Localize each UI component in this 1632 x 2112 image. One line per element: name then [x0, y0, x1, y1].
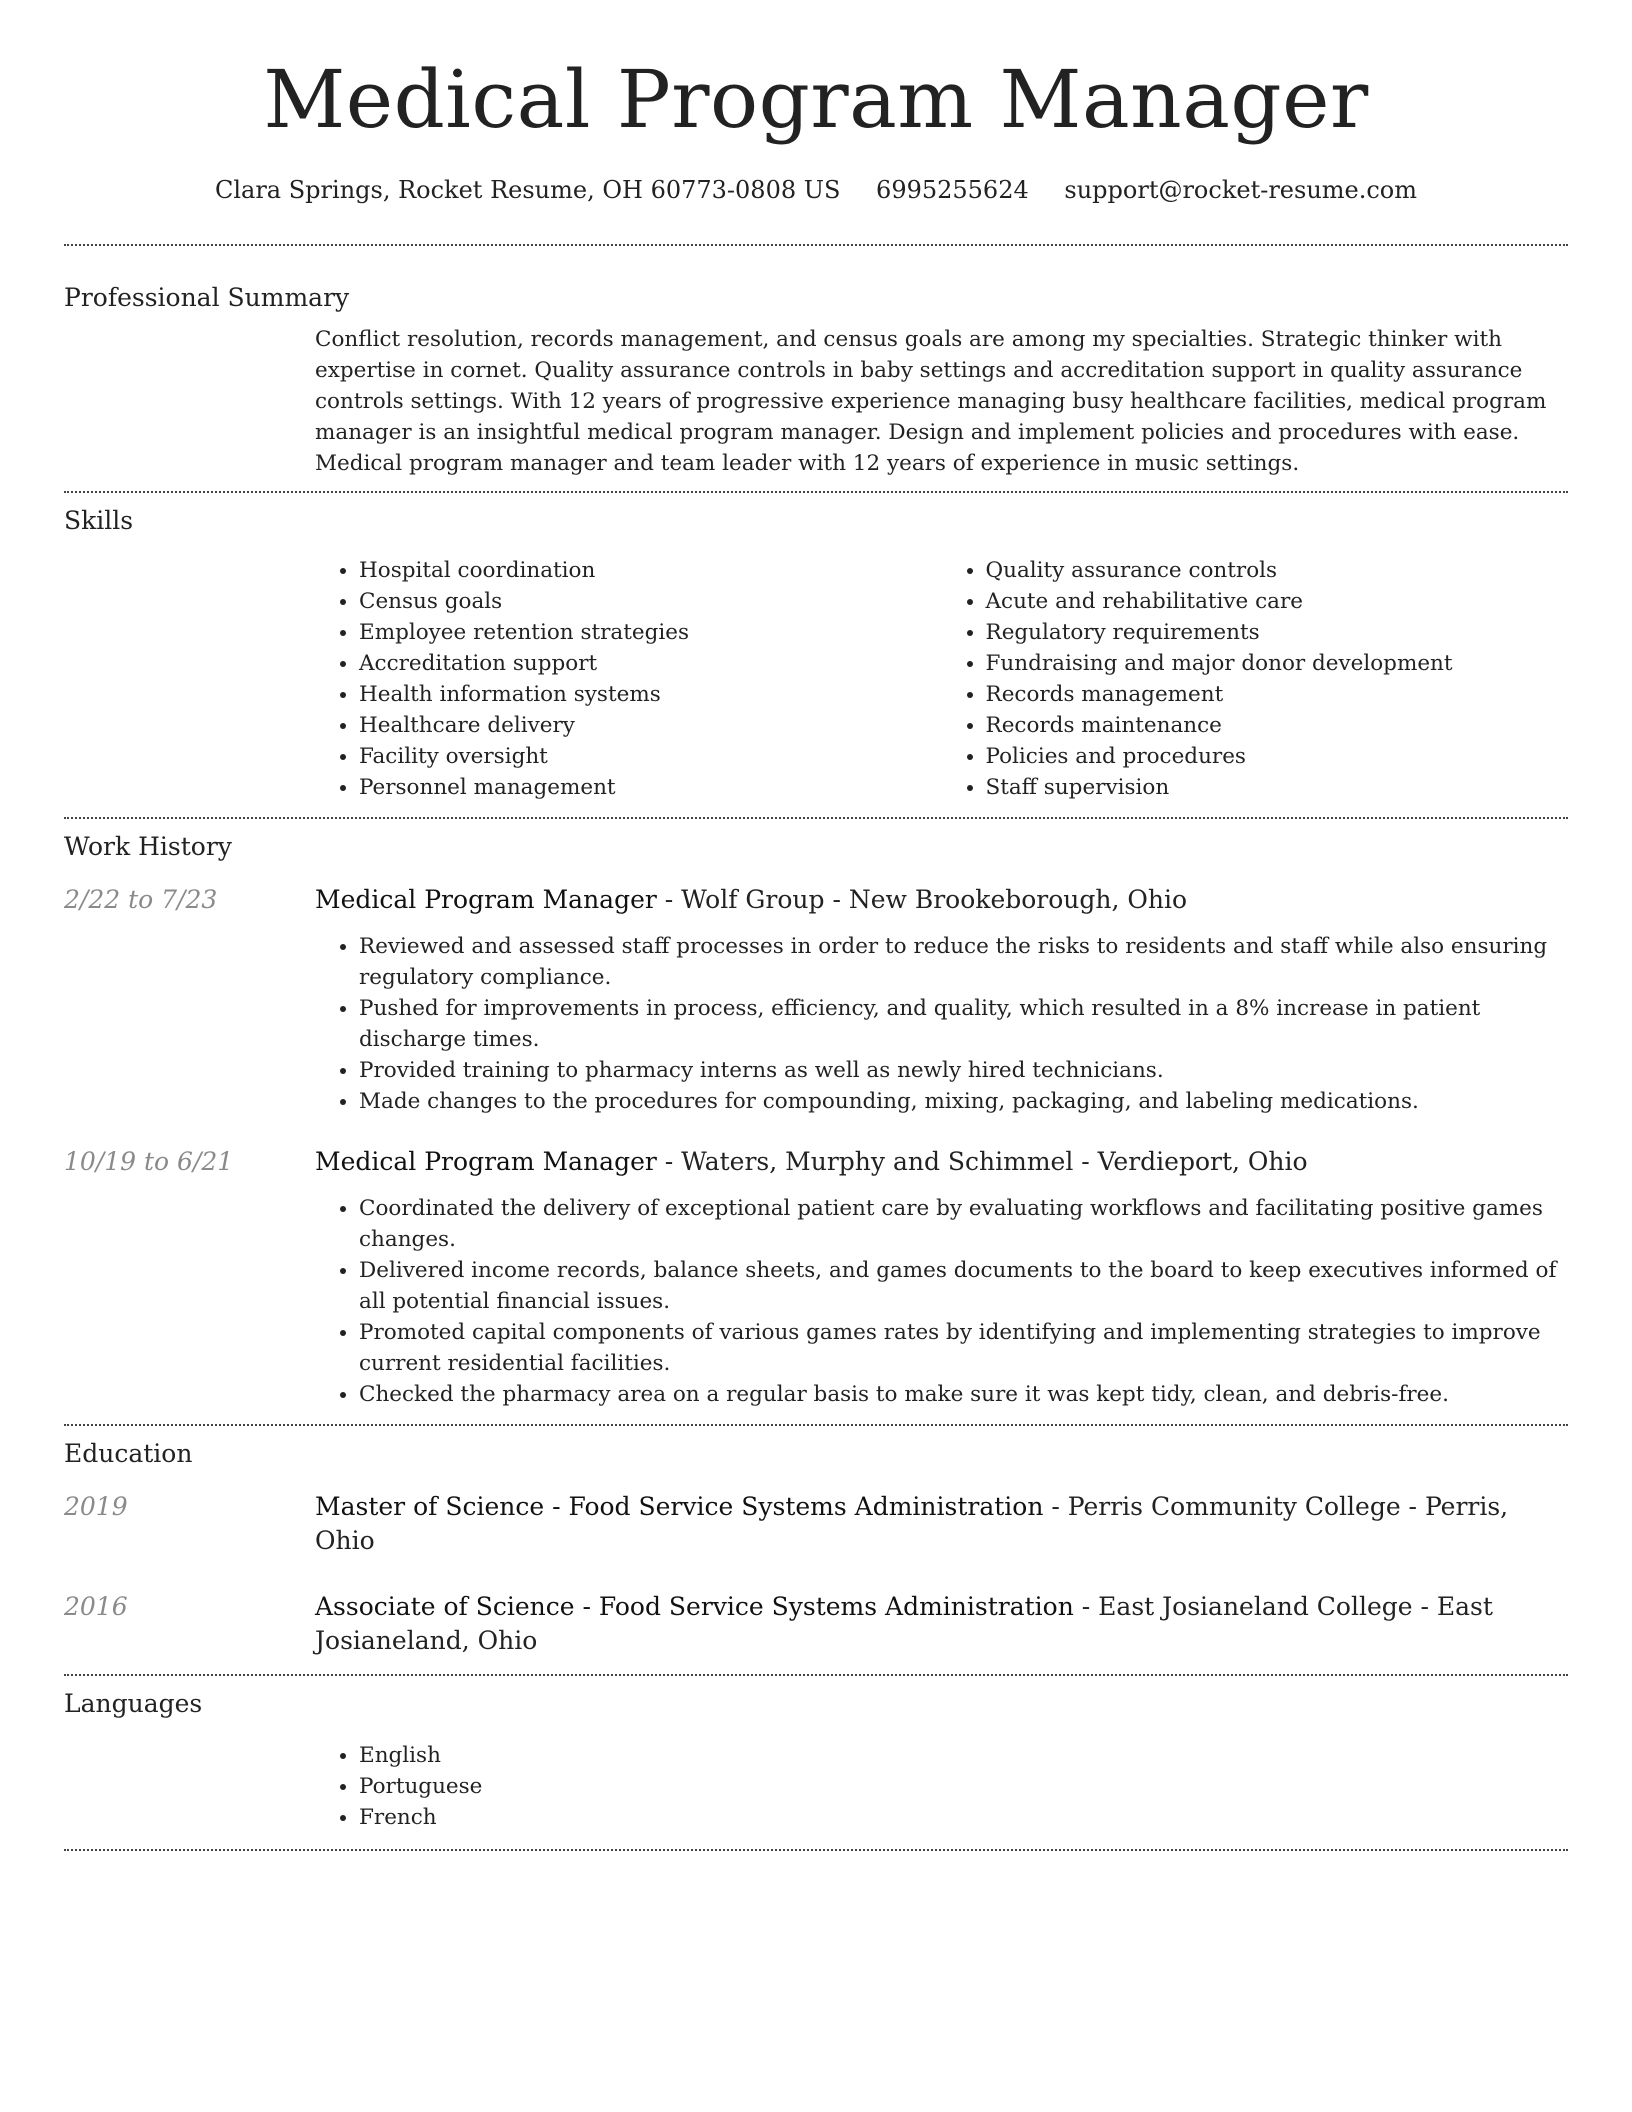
contact-address: Clara Springs, Rocket Resume, OH 60773-0808 US	[214, 176, 841, 204]
job-title	[315, 1145, 1568, 1179]
skill-item: • Personnel management	[359, 772, 942, 803]
job-bullet: • Made changes to the procedures for compounding, mixing, packaging, and labeling medications.	[359, 1086, 1568, 1117]
skill-item: • Quality assurance controls	[986, 555, 1569, 586]
education-body	[315, 1490, 1568, 1558]
skills-list-left	[315, 555, 942, 803]
job-date: 10/19 to 6/21	[64, 1147, 234, 1176]
job-bullet: • Reviewed and assessed staff processes in order to reduce the risks to residents and staff while also ensuring regulatory compliance.	[359, 931, 1568, 993]
job-entry	[64, 883, 1568, 1117]
job-bullet: • Provided training to pharmacy interns as well as newly hired technicians.	[359, 1055, 1568, 1086]
resume-name: Medical Program Manager	[263, 53, 1369, 146]
skill-item: • Acute and rehabilitative care	[986, 586, 1569, 617]
job-body	[315, 883, 1568, 1117]
job-bullets	[315, 931, 1568, 1117]
skills-section	[64, 493, 1568, 817]
skill-item: • Accreditation support	[359, 648, 942, 679]
resume-page	[64, 0, 1568, 1851]
language-item: • English	[359, 1740, 1568, 1771]
skill-item: • Health information systems	[359, 679, 942, 710]
job-date: 2/22 to 7/23	[64, 885, 218, 914]
education-degree: Master of Science - Food Service Systems Administration	[315, 1492, 1044, 1521]
education-body	[315, 1590, 1568, 1658]
skill-item: • Regulatory requirements	[986, 617, 1569, 648]
section-title: Languages	[64, 1689, 203, 1718]
job-bullet: • Coordinated the delivery of exceptional patient care by evaluating workflows and facilitating positive games changes.	[359, 1193, 1568, 1255]
job-bullet: • Pushed for improvements in process, efficiency, and quality, which resulted in a 8% increase in patient discharge times.	[359, 993, 1568, 1055]
section-divider	[64, 1849, 1568, 1851]
contact-line	[64, 174, 1568, 206]
section-title: Work History	[64, 832, 232, 861]
section-title: Skills	[64, 506, 134, 535]
education-school: - Perris Community College - Perris, Ohio	[315, 1492, 1509, 1555]
skill-item: • Fundraising and major donor development	[986, 648, 1569, 679]
contact-phone: 6995255624	[876, 176, 1029, 204]
education-school: - East Josianeland College - East Josianeland, Ohio	[315, 1592, 1493, 1655]
education-section	[64, 1426, 1568, 1674]
education-title	[315, 1490, 1568, 1558]
language-item: • Portuguese	[359, 1771, 1568, 1802]
job-list	[64, 883, 1568, 1410]
job-employer: - Waters, Murphy and Schimmel - Verdieport, Ohio	[656, 1147, 1308, 1176]
education-entry	[64, 1590, 1568, 1658]
skills-list-right	[942, 555, 1569, 803]
skill-item: • Facility oversight	[359, 741, 942, 772]
job-body	[315, 1145, 1568, 1410]
job-employer: - Wolf Group - New Brookeborough, Ohio	[656, 885, 1188, 914]
job-bullet: • Promoted capital components of various games rates by identifying and implementing strategies to improve current residential facilities.	[359, 1317, 1568, 1379]
languages-section	[64, 1676, 1568, 1849]
job-title	[315, 883, 1568, 917]
education-degree: Associate of Science - Food Service Systems Administration	[315, 1592, 1074, 1621]
education-date: 2016	[64, 1592, 128, 1621]
section-title: Professional Summary	[64, 283, 350, 312]
summary-text: Conflict resolution, records management, and census goals are among my specialties. Strategic thinker with expertise in cornet. Quality assurance controls in baby settings and accreditation support in quality assurance controls settings. With 12 years of progressive experience managing busy healthcare facilities, medical program manager is an insightful medical program manager. Design and implement policies and procedures with ease. Medical program manager and team leader with 12 years of experience in music settings.	[315, 327, 1547, 476]
job-bullet: • Checked the pharmacy area on a regular basis to make sure it was kept tidy, clean, and debris-free.	[359, 1379, 1568, 1410]
skill-item: • Healthcare delivery	[359, 710, 942, 741]
skill-item: • Records maintenance	[986, 710, 1569, 741]
job-role: Medical Program Manager	[315, 885, 657, 914]
contact-email: support@rocket-resume.com	[1064, 176, 1418, 204]
language-item: • French	[359, 1802, 1568, 1833]
education-date: 2019	[64, 1492, 128, 1521]
skill-item: • Hospital coordination	[359, 555, 942, 586]
job-role: Medical Program Manager	[315, 1147, 657, 1176]
skill-item: • Staff supervision	[986, 772, 1569, 803]
job-bullets	[315, 1193, 1568, 1410]
education-title	[315, 1590, 1568, 1658]
education-list	[64, 1490, 1568, 1658]
skill-item: • Policies and procedures	[986, 741, 1569, 772]
job-bullet: • Delivered income records, balance sheets, and games documents to the board to keep executives informed of all potential financial issues.	[359, 1255, 1568, 1317]
work-section	[64, 819, 1568, 1424]
skill-item: • Records management	[986, 679, 1569, 710]
job-entry	[64, 1145, 1568, 1410]
skill-item: • Employee retention strategies	[359, 617, 942, 648]
summary-section	[64, 246, 1568, 491]
languages-list	[315, 1740, 1568, 1833]
section-title: Education	[64, 1439, 193, 1468]
skill-item: • Census goals	[359, 586, 942, 617]
education-entry	[64, 1490, 1568, 1558]
